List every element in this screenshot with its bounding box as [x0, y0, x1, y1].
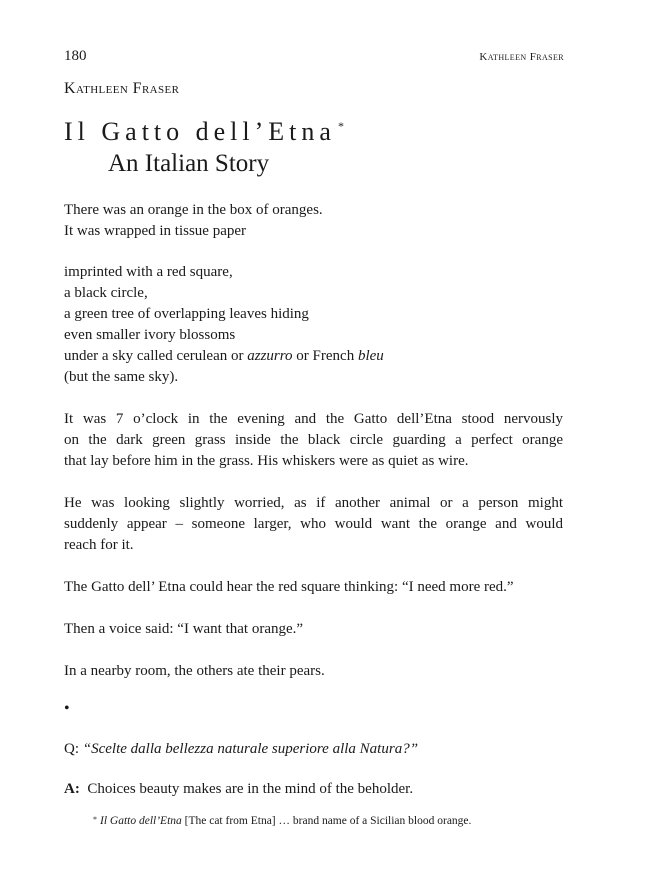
- answer-line: [64, 781, 413, 798]
- answer-label: A:: [64, 781, 80, 797]
- poem-line: imprinted with a red square,: [64, 264, 233, 280]
- prose-line: In a nearby room, the others ate their pears.: [64, 663, 325, 679]
- footnote-marker: *: [337, 119, 344, 133]
- page-number: 180: [64, 48, 87, 64]
- poem-title: [64, 117, 344, 147]
- question-label: Q: [64, 741, 75, 757]
- prose-line: suddenly appear – someone larger, who would want the orange and would: [64, 516, 563, 532]
- poem-subtitle: An Italian Story: [108, 150, 270, 177]
- prose-line: It was 7 o’clock in the evening and the Gatto dell’Etna stood nervously: [64, 411, 563, 427]
- poem-line: a green tree of overlapping leaves hiding: [64, 306, 309, 322]
- footnote-italic: Il Gatto dell’Etna: [100, 815, 182, 827]
- poem-line: It was wrapped in tissue paper: [64, 223, 247, 239]
- poem-line: (but the same sky).: [64, 369, 179, 385]
- poem-line-text: under a sky called cerulean or: [64, 348, 248, 364]
- question-line: Q: “Scelte dalla bellezza naturale superiore alla Natura?”: [64, 741, 419, 757]
- prose-line: He was looking slightly worried, as if another animal or a person might: [64, 495, 563, 511]
- poem-line: There was an orange in the box of oranges.: [64, 202, 323, 218]
- poem-line-text: or French: [292, 348, 358, 364]
- running-head: Kathleen Fraser: [479, 51, 564, 63]
- prose-line: that lay before him in the grass. His whiskers were as quiet as wire.: [64, 453, 469, 469]
- prose-line: Then a voice said: “I want that orange.”: [64, 621, 304, 637]
- prose-line: on the dark green grass inside the black circle guarding a perfect orange: [64, 432, 563, 448]
- poem-line: [64, 348, 384, 365]
- poem-line: even smaller ivory blossoms: [64, 327, 236, 343]
- footnote-mark: *: [93, 815, 97, 824]
- prose-line: reach for it.: [64, 537, 134, 553]
- footnote: [93, 815, 471, 827]
- author-name: Kathleen Fraser: [64, 80, 180, 97]
- footnote-text: [The cat from Etna] … brand name of a Sicilian blood orange.: [181, 815, 472, 827]
- poem-line: a black circle,: [64, 285, 148, 301]
- poem-title-text: Il Gatto dell’Etna: [64, 117, 336, 146]
- answer-text: Choices beauty makes are in the mind of the beholder.: [87, 781, 414, 797]
- prose-line: The Gatto dell’ Etna could hear the red square thinking: “I need more red.”: [64, 579, 514, 595]
- italic-word: bleu: [357, 348, 384, 364]
- section-separator: •: [64, 700, 70, 717]
- italic-word: azzurro: [247, 348, 293, 364]
- question-text: “Scelte dalla bellezza naturale superiore alla Natura?”: [82, 741, 419, 757]
